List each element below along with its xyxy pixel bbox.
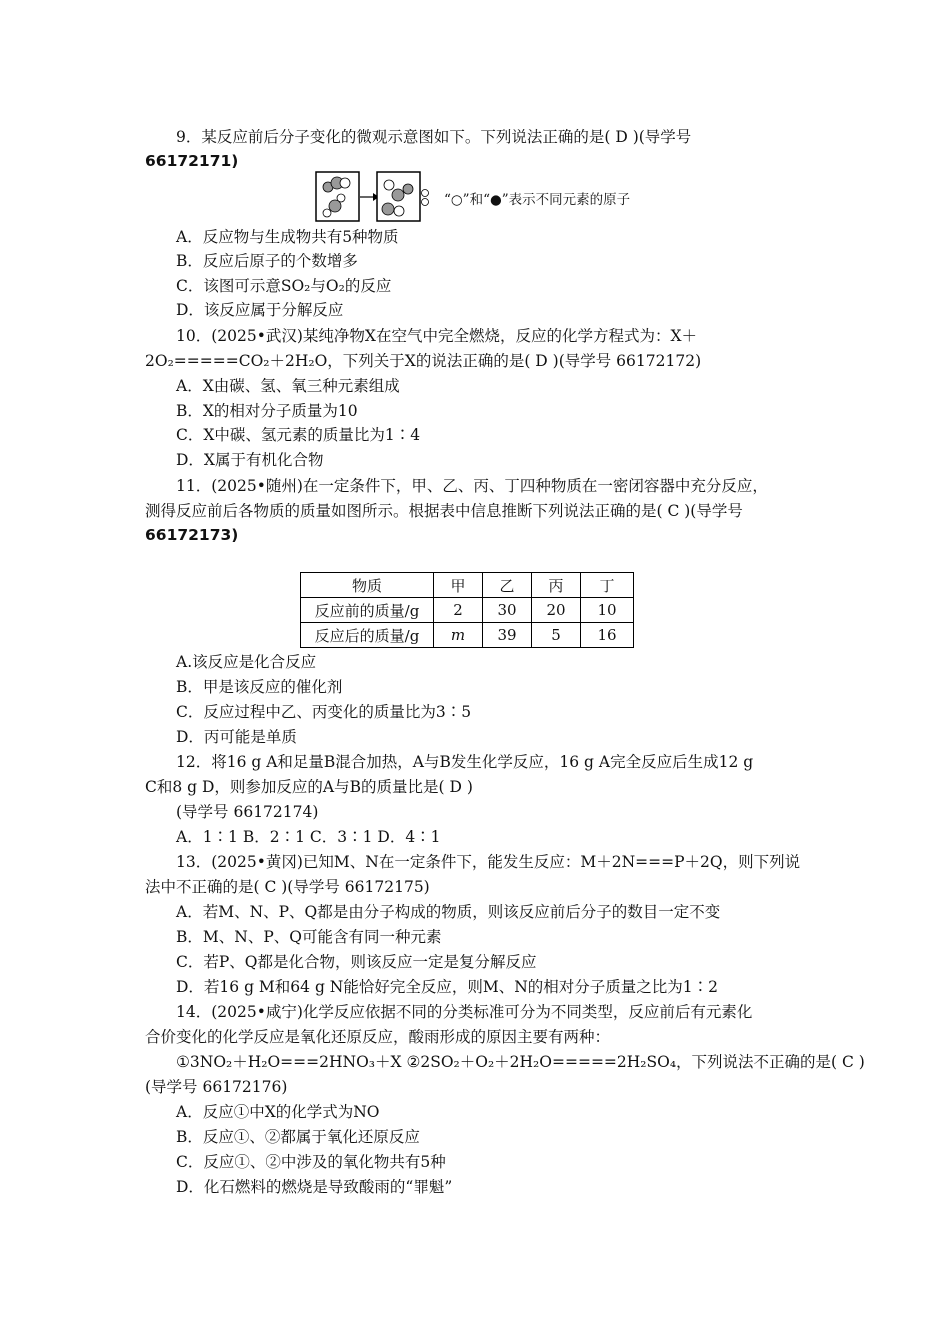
q11-option-c: C．反应过程中乙、丙变化的质量比为3∶5	[176, 703, 472, 721]
q14-stem-id: (导学号 66172176)	[145, 1078, 288, 1096]
q11-option-b: B．甲是该反应的催化剂	[176, 678, 343, 696]
q12-options: A．1∶1 B．2∶1 C．3∶1 D．4∶1	[176, 828, 441, 846]
q9-option-c: C．该图可示意SO₂与O₂的反应	[176, 277, 392, 295]
q13-option-d: D．若16 g M和64 g N能恰好完全反应，则M、N的相对分子质量之比为1∶2	[176, 978, 719, 996]
q14-equations: ①3NO₂＋H₂O===2HNO₃＋X ②2SO₂＋O₂＋2H₂O=====2H₂SO₄，下列说法不正确的是( C )	[176, 1053, 865, 1071]
table-cell: 反应前的质量/g	[301, 598, 434, 623]
q11-stem-id: 66172173)	[145, 526, 239, 544]
table-cell: 丁	[581, 573, 634, 598]
q12-stem: 12．将16 g A和足量B混合加热，A与B发生化学反应，16 g A完全反应后生成12 g	[176, 753, 754, 771]
table-header-row	[301, 573, 634, 598]
q10-option-d: D．X属于有机化合物	[176, 451, 324, 469]
q9-figure-caption: “○”和“●”表示不同元素的原子	[444, 192, 631, 208]
q10-option-a: A．X由碳、氢、氧三种元素组成	[176, 377, 400, 395]
q11-option-a: A.该反应是化合反应	[176, 653, 317, 671]
q13-stem: 13．(2025•黄冈)已知M、N在一定条件下，能发生反应：M＋2N===P＋2Q，则下列说	[176, 853, 801, 871]
table-cell: 30	[483, 598, 532, 623]
q14-stem-2: 合价变化的化学反应是氧化还原反应，酸雨形成的原因主要有两种：	[145, 1028, 611, 1046]
table-cell: 5	[532, 623, 581, 648]
q9-option-a: A．反应物与生成物共有5种物质	[176, 228, 399, 246]
table-cell: m	[434, 623, 483, 648]
table-cell: 乙	[483, 573, 532, 598]
q14-option-a: A．反应①中X的化学式为NO	[176, 1103, 380, 1121]
q13-option-b: B．M、N、P、Q可能含有同一种元素	[176, 928, 442, 946]
mass-table	[300, 572, 634, 648]
q14-option-d: D．化石燃料的燃烧是导致酸雨的“罪魁”	[176, 1178, 453, 1196]
q13-stem-2: 法中不正确的是( C )(导学号 66172175)	[145, 878, 430, 896]
table-row	[301, 598, 634, 623]
q9-option-d: D．该反应属于分解反应	[176, 301, 344, 319]
table-cell: 甲	[434, 573, 483, 598]
q14-stem: 14．(2025•咸宁)化学反应依据不同的分类标准可分为不同类型，反应前后有元素化	[176, 1003, 753, 1021]
table-row	[301, 623, 634, 648]
q13-option-c: C．若P、Q都是化合物，则该反应一定是复分解反应	[176, 953, 537, 971]
q11-stem-2: 测得反应前后各物质的质量如图所示。根据表中信息推断下列说法正确的是( C )(导学号	[145, 502, 743, 520]
q11-option-d: D．丙可能是单质	[176, 728, 297, 746]
q9-option-b: B．反应后原子的个数增多	[176, 252, 358, 270]
q14-option-c: C．反应①、②中涉及的氧化物共有5种	[176, 1153, 446, 1171]
q11-stem: 11．(2025•随州)在一定条件下，甲、乙、丙、丁四种物质在一密闭容器中充分反应，	[176, 477, 768, 495]
q12-stem-id: (导学号 66172174)	[176, 803, 319, 821]
table-cell: 16	[581, 623, 634, 648]
table-cell: 丙	[532, 573, 581, 598]
q10-option-c: C．X中碳、氢元素的质量比为1∶4	[176, 426, 421, 444]
table-cell: 2	[434, 598, 483, 623]
q10-stem: 10．(2025•武汉)某纯净物X在空气中完全燃烧，反应的化学方程式为：X＋	[176, 327, 697, 345]
q10-stem-2: 2O₂=====CO₂＋2H₂O，下列关于X的说法正确的是( D )(导学号 66172172)	[145, 352, 702, 370]
table-cell: 物质	[301, 573, 434, 598]
table-cell: 39	[483, 623, 532, 648]
q9-stem-id: 66172171)	[145, 152, 239, 170]
q14-option-b: B．反应①、②都属于氧化还原反应	[176, 1128, 420, 1146]
table-cell: 10	[581, 598, 634, 623]
q12-stem-2: C和8 g D，则参加反应的A与B的质量比是( D )	[145, 778, 473, 796]
q10-option-b: B．X的相对分子质量为10	[176, 402, 358, 420]
q13-option-a: A．若M、N、P、Q都是由分子构成的物质，则该反应前后分子的数目一定不变	[176, 903, 721, 921]
table-cell: 反应后的质量/g	[301, 623, 434, 648]
table-cell: 20	[532, 598, 581, 623]
q9-stem: 9．某反应前后分子变化的微观示意图如下。下列说法正确的是( D )(导学号	[176, 128, 692, 146]
